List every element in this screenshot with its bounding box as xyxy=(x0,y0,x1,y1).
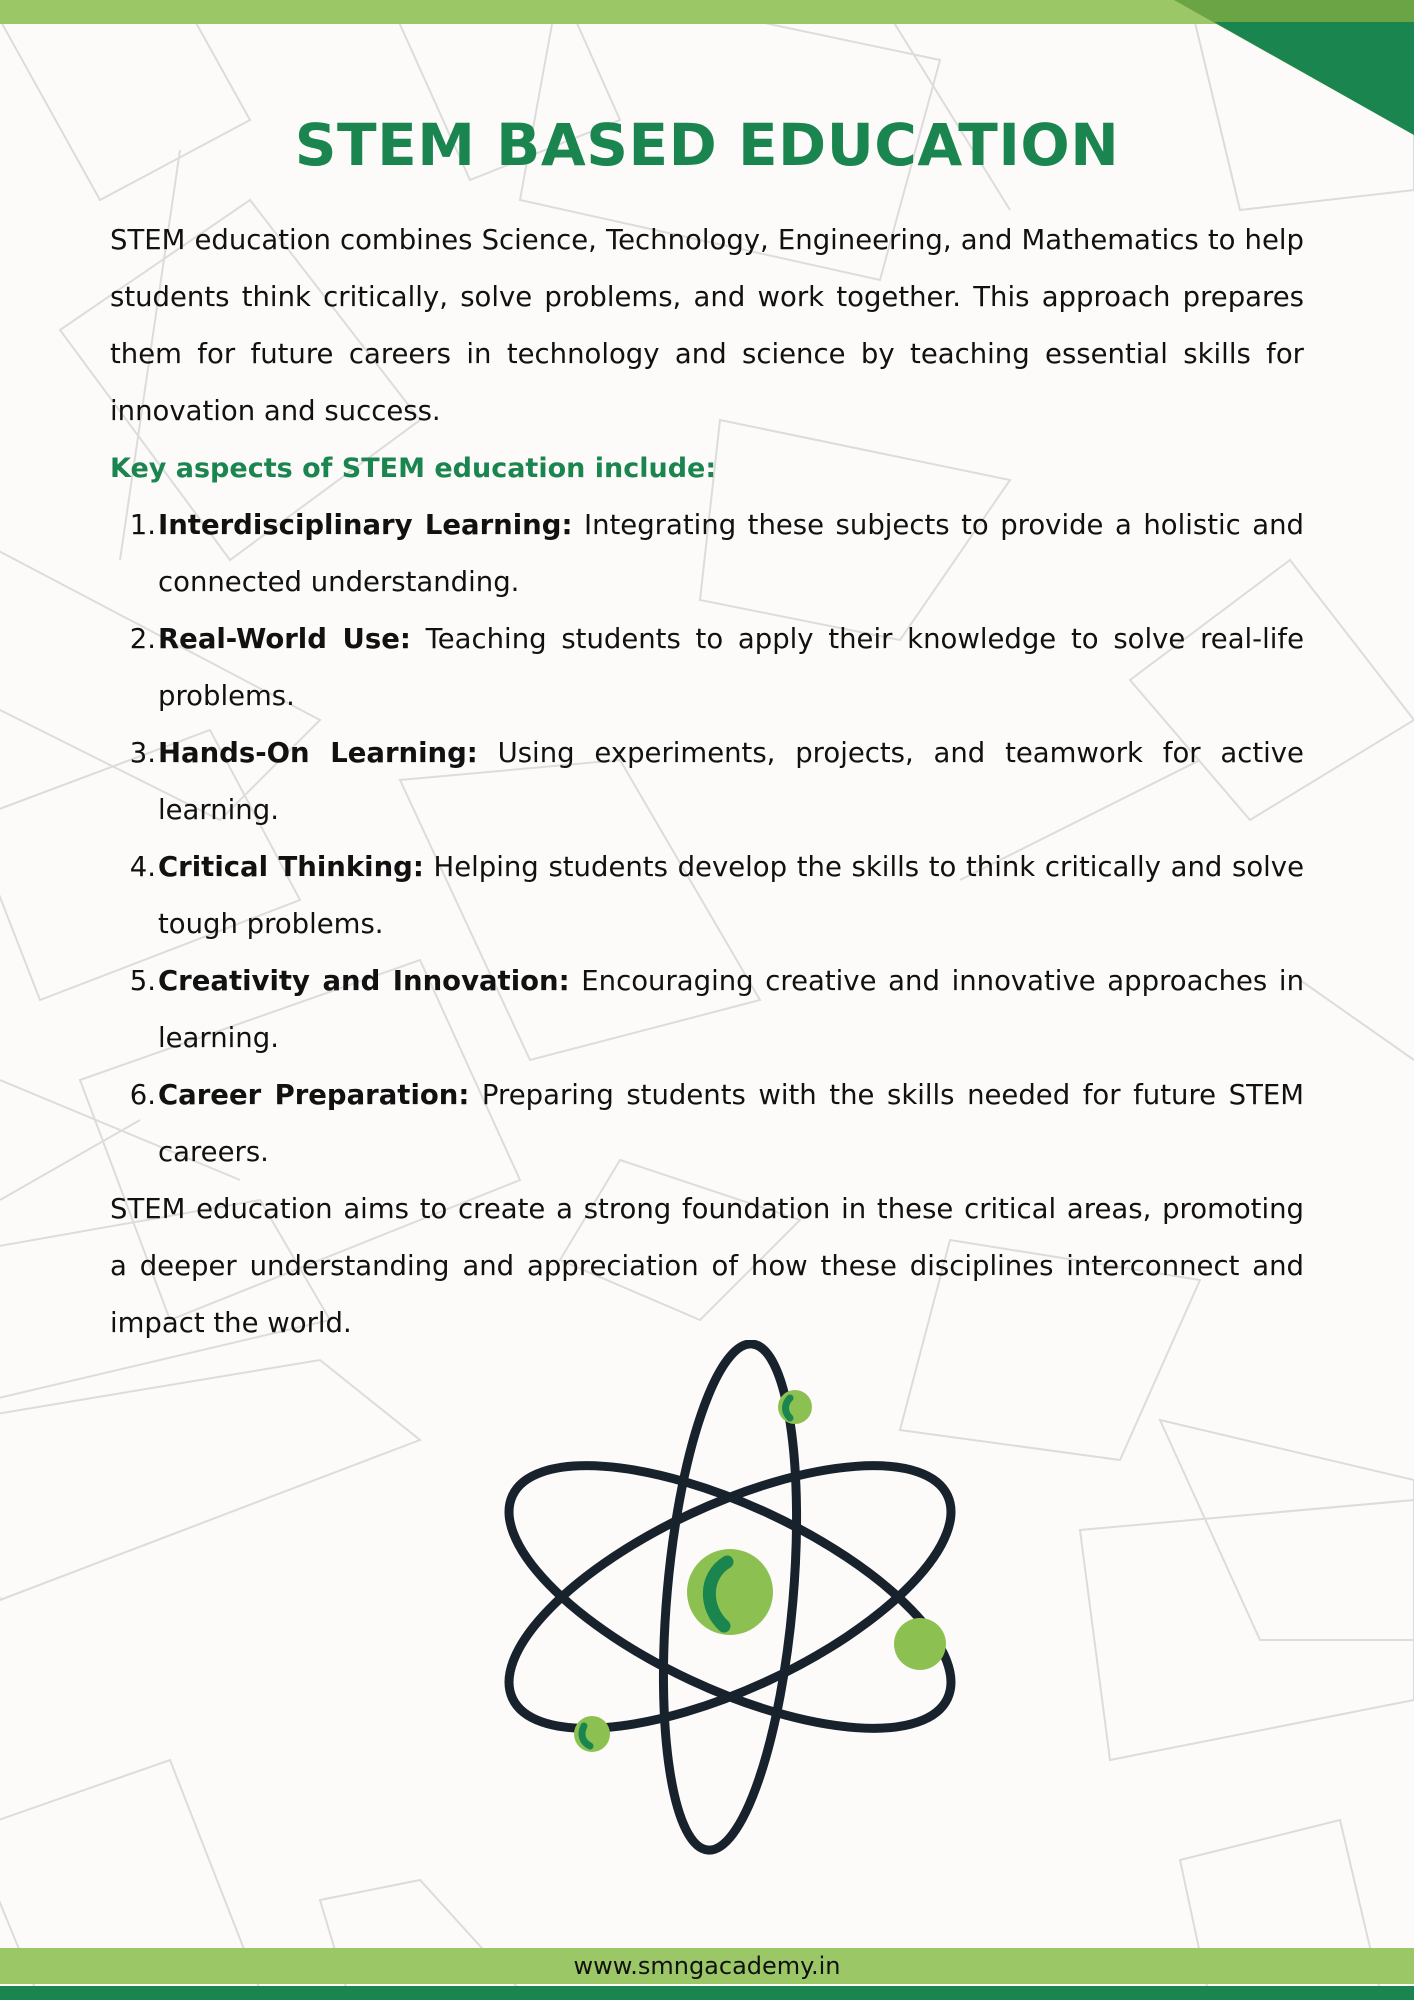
list-item xyxy=(110,725,1304,839)
list-item-text: Teaching students to apply their knowledge to solve real-life problems. xyxy=(158,623,1304,712)
footer-website: www.smngacademy.in xyxy=(573,1952,841,1980)
document-body xyxy=(110,100,1304,1352)
list-item-text: Encouraging creative and innovative approaches in learning. xyxy=(158,965,1304,1054)
aspects-list xyxy=(110,497,1304,1181)
list-number: 2. xyxy=(129,623,156,655)
page-title: STEM BASED EDUCATION xyxy=(294,111,1120,179)
list-item-label: Creativity and Innovation: xyxy=(158,965,570,997)
list-item-text: Helping students develop the skills to think critically and solve tough problems. xyxy=(158,851,1304,940)
list-item-label: Real-World Use: xyxy=(158,623,411,655)
atom-icon xyxy=(480,1340,980,1860)
list-item xyxy=(110,839,1304,953)
list-item-text: Integrating these subjects to provide a holistic and connected understanding. xyxy=(158,509,1305,598)
list-item-text: Preparing students with the skills needed for future STEM careers. xyxy=(158,1079,1304,1168)
list-number: 3. xyxy=(129,737,156,769)
conclusion-paragraph: STEM education aims to create a strong foundation in these critical areas, promoting a deeper understanding and appreciation of how these disciplines interconnect and impact the world. xyxy=(110,1193,1304,1339)
list-item xyxy=(110,611,1304,725)
list-item xyxy=(110,497,1304,611)
aspects-heading: Key aspects of STEM education include: xyxy=(110,453,717,484)
list-number: 5. xyxy=(129,965,156,997)
bottom-accent-bar xyxy=(0,1986,1414,2000)
list-number: 6. xyxy=(129,1079,156,1111)
list-number: 1. xyxy=(129,509,156,541)
intro-paragraph: STEM education combines Science, Technology, Engineering, and Mathematics to help students think critically, solve problems, and work together. This approach prepares them for future careers in technology and science by teaching essential skills for innovation and success. xyxy=(110,224,1304,427)
list-item-label: Career Preparation: xyxy=(158,1079,470,1111)
footer xyxy=(0,1948,1414,1984)
list-number: 4. xyxy=(129,851,156,883)
list-item xyxy=(110,1067,1304,1181)
list-item-label: Critical Thinking: xyxy=(158,851,424,883)
list-item-label: Interdisciplinary Learning: xyxy=(158,509,573,541)
list-item xyxy=(110,953,1304,1067)
list-item-text: Using experiments, projects, and teamwork for active learning. xyxy=(158,737,1304,826)
list-item-label: Hands-On Learning: xyxy=(158,737,478,769)
